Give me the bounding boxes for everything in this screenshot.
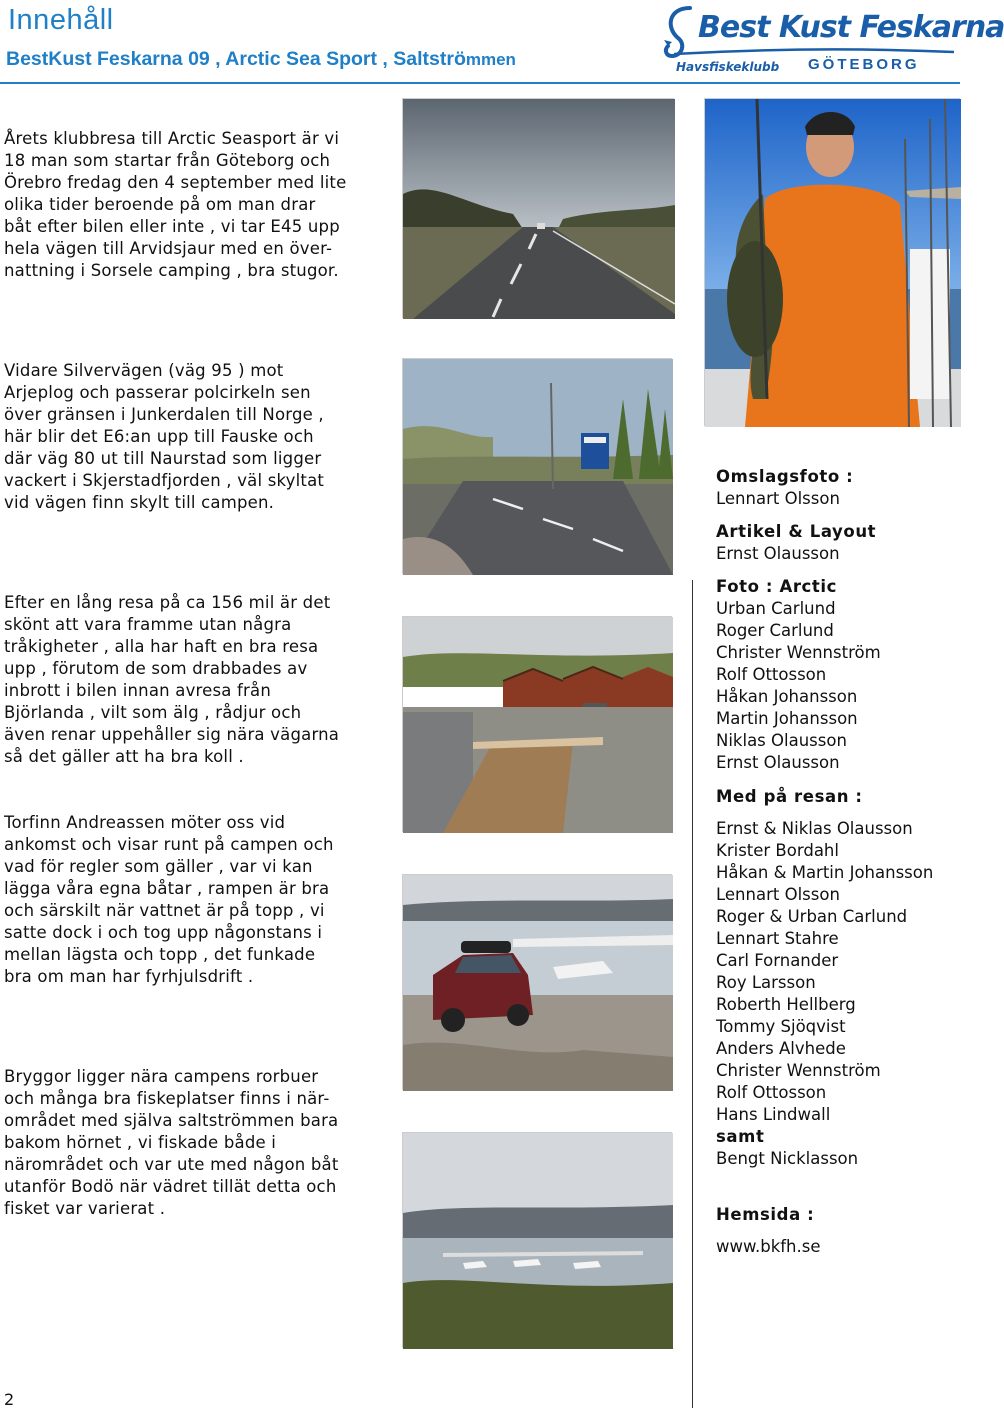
club-logo xyxy=(660,2,1004,78)
header-rule xyxy=(0,82,960,84)
trip-member: Roger & Urban Carlund xyxy=(716,907,908,926)
paragraph-5: Bryggor ligger nära campens rorbuer och många bra fiskeplatser finns i när- området med själva saltströmmen bara bakom hörnet , vi fiskade både i närområdet och var ute med någon båt utanför Bodö när vädret tillät detta och fisket var varierat . xyxy=(4,1067,339,1218)
trip-member: Carl Fornander xyxy=(716,951,839,970)
website-link[interactable]: www.bkfh.se xyxy=(716,1237,821,1256)
column-rule xyxy=(692,580,693,1408)
photo-credit: Rolf Ottosson xyxy=(716,665,827,684)
trip-member: Christer Wennström xyxy=(716,1061,881,1080)
photo-credit: Urban Carlund xyxy=(716,599,836,618)
trip-member: Anders Alvhede xyxy=(716,1039,846,1058)
photo-credit: Roger Carlund xyxy=(716,621,834,640)
logo-swoosh xyxy=(674,48,954,56)
trip-member: Roy Larsson xyxy=(716,973,816,992)
trip-member: Ernst & Niklas Olausson xyxy=(716,819,913,838)
photo-fisherman-halibut xyxy=(704,98,960,426)
subtitle-tail: mmen xyxy=(465,50,516,69)
trip-member: Rolf Ottosson xyxy=(716,1083,827,1102)
trip-member: Roberth Hellberg xyxy=(716,995,856,1014)
samt-name: Bengt Nicklasson xyxy=(716,1149,859,1168)
trip-member: Hans Lindwall xyxy=(716,1105,831,1124)
page-subtitle xyxy=(6,48,516,71)
photo-credit: Håkan Johansson xyxy=(716,687,858,706)
trip-member: Krister Bordahl xyxy=(716,841,839,860)
photo-credit: Ernst Olausson xyxy=(716,753,840,772)
logo-name: Best Kust Feskarna xyxy=(698,10,1004,45)
logo-city: GÖTEBORG xyxy=(808,56,920,73)
trip-member: Håkan & Martin Johansson xyxy=(716,863,934,882)
layout-label: Artikel & Layout xyxy=(716,522,877,541)
page-title: Innehåll xyxy=(8,4,114,36)
paragraph-3: Efter en lång resa på ca 156 mil är det skönt att vara framme utan några tråkigheter , alla har haft en bra resa upp , förutom de som drabbades av inbrott i bilen innan avresa från Björlanda , vilt som älg , rådjur och även renar uppehåller sig nära vägarna så det gäller att ha bra koll . xyxy=(4,593,340,766)
paragraph-4: Torfinn Andreassen möter oss vid ankomst och visar runt på campen och vad för regler som gäller , var vi kan lägga våra egna båtar , rampen är bra och särskilt när vattnet är på topp , vi satte dock i och tog upp någonstans i mellan lägsta och topp , det funkade bra om man har fyrhjulsdrift . xyxy=(4,813,334,986)
paragraph-1: Årets klubbresa till Arctic Seasport är vi 18 man som startar från Göteborg och Örebro fredag den 4 september med lite olika tider beroende på om man drar båt efter bilen eller inte , vi tar E45 upp hela vägen till Arvidsjaur med en över- nattning i Sorsele camping , bra stugor. xyxy=(4,129,347,280)
trip-members-label: Med på resan : xyxy=(716,787,863,806)
cover-photo-label: Omslagsfoto : xyxy=(716,467,854,486)
cover-photo-name: Lennart Olsson xyxy=(716,489,840,508)
logo-club: Havsfiskeklubb xyxy=(676,60,780,74)
photo-marina xyxy=(402,1132,672,1348)
photo-credit: Niklas Olausson xyxy=(716,731,847,750)
photo-road xyxy=(402,98,674,318)
credits-block xyxy=(716,466,933,1258)
samt-label: samt xyxy=(716,1127,765,1146)
photo-credits-label: Foto : Arctic xyxy=(716,577,838,596)
trip-member: Lennart Olsson xyxy=(716,885,840,904)
subtitle-main: BestKust Feskarna 09 , Arctic Sea Sport , Saltströ xyxy=(6,48,466,70)
photo-cabins-jetty xyxy=(402,616,672,832)
photo-credit: Martin Johansson xyxy=(716,709,858,728)
trip-member: Lennart Stahre xyxy=(716,929,839,948)
trip-member: Tommy Sjöqvist xyxy=(716,1017,846,1036)
page-number: 2 xyxy=(4,1390,15,1409)
photo-credit: Christer Wennström xyxy=(716,643,881,662)
layout-name: Ernst Olausson xyxy=(716,544,840,563)
photo-road-signs xyxy=(402,358,672,574)
website-label: Hemsida : xyxy=(716,1205,815,1224)
photo-car-boat xyxy=(402,874,672,1090)
paragraph-2: Vidare Silvervägen (väg 95 ) mot Arjeplog och passerar polcirkeln sen över gränsen i Junkerdalen till Norge , här blir det E6:an upp till Fauske och där väg 80 ut till Naurstad som ligger vackert i Skjerstadfjorden , väl skyltat vid vägen finn skylt till campen. xyxy=(4,361,325,512)
